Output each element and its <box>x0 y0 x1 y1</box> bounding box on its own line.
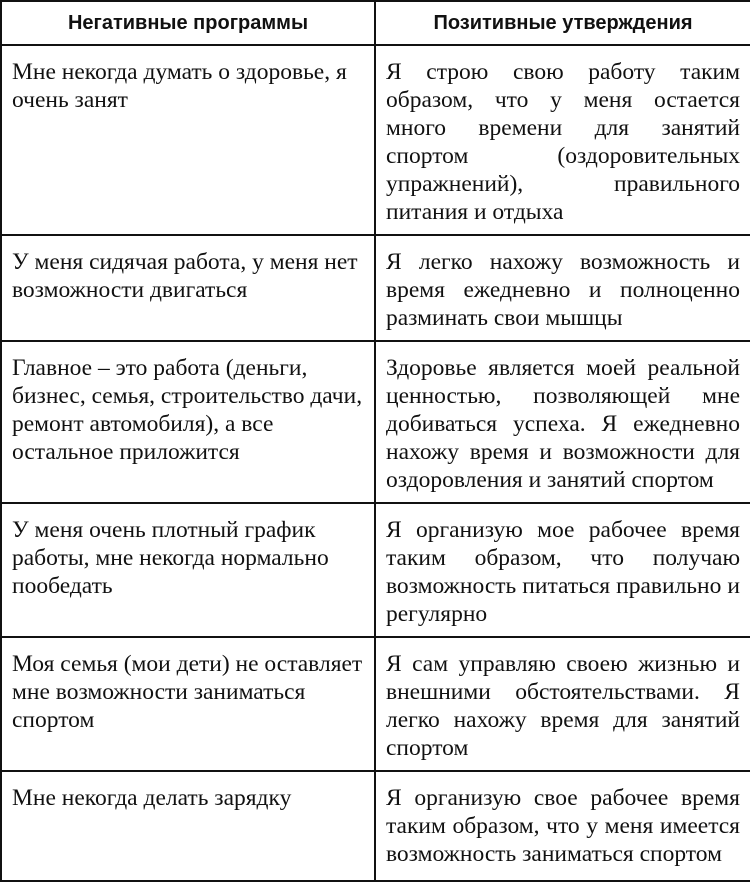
negative-program-cell: Мне некогда делать зарядку <box>1 771 375 881</box>
table-body <box>1 45 750 881</box>
table-row <box>1 503 750 637</box>
negative-program-cell: Моя семья (мои дети) не оставляет мне возможности заниматься спортом <box>1 637 375 771</box>
table-row <box>1 771 750 881</box>
positive-statement-cell: Я организую мое рабочее время таким образом, что получаю возможность питаться правильно и регулярно <box>375 503 750 637</box>
positive-statement-cell: Я сам управляю своею жизнью и внешними обстоятельствами. Я легко нахожу время для занятий спортом <box>375 637 750 771</box>
table-header <box>1 1 750 45</box>
negative-program-cell: У меня очень плотный график работы, мне некогда нормально пообедать <box>1 503 375 637</box>
negative-program-cell: У меня сидячая работа, у меня нет возможности двигаться <box>1 235 375 341</box>
positive-statement-cell: Я организую свое рабочее время таким образом, что у меня имеется возможность заниматься спортом <box>375 771 750 881</box>
header-negative-programs: Негативные программы <box>1 1 375 45</box>
table-row <box>1 235 750 341</box>
table-row <box>1 45 750 235</box>
table-row <box>1 341 750 503</box>
negative-program-cell: Мне некогда думать о здоровье, я очень занят <box>1 45 375 235</box>
positive-statement-cell: Здоровье является моей реальной ценностью, позволяющей мне добиваться успеха. Я ежедневно нахожу время и возможности для оздоровления и занятий спортом <box>375 341 750 503</box>
header-positive-statements: Позитивные утверждения <box>375 1 750 45</box>
table-row <box>1 637 750 771</box>
negative-program-cell: Главное – это работа (деньги, бизнес, семья, строительство дачи, ремонт автомобиля), а все остальное приложится <box>1 341 375 503</box>
header-row <box>1 1 750 45</box>
positive-statement-cell: Я строю свою работу таким образом, что у меня остается много времени для занятий спортом (оздоровительных упражнений), правильного питания и отдыха <box>375 45 750 235</box>
positive-statement-cell: Я легко нахожу возможность и время ежедневно и полноценно разминать свои мышцы <box>375 235 750 341</box>
